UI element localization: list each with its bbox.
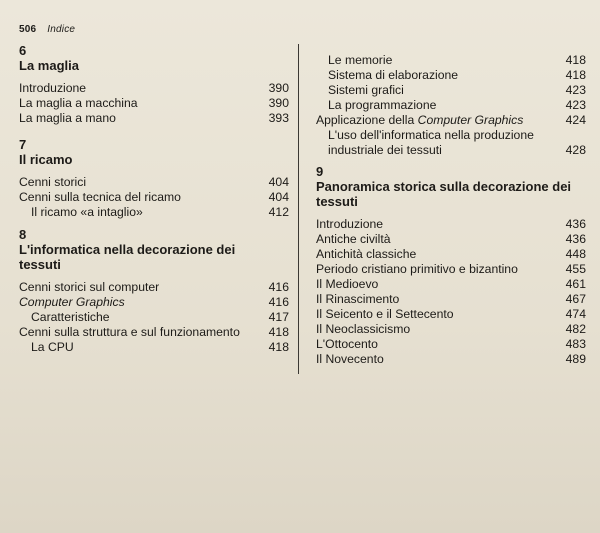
running-head: [19, 24, 75, 35]
chapter-title: Panoramica storica sulla decorazione dei tessuti: [316, 179, 572, 209]
chapter-number: 7: [19, 137, 27, 152]
entry-page: 416: [268, 295, 289, 309]
toc-subentry: [316, 68, 586, 83]
chapter-title: La maglia: [19, 58, 79, 73]
toc-entry: [316, 337, 586, 352]
entry-title: Introduzione: [316, 217, 384, 231]
entry-page: 424: [565, 113, 586, 127]
right-column: [316, 53, 586, 375]
entry-page: 467: [565, 292, 586, 306]
entry-title: La maglia a mano: [19, 111, 116, 125]
entry-title: Cenni storici sul computer: [19, 280, 160, 294]
chapter-number: 8: [19, 227, 27, 242]
entry-page: 489: [565, 352, 586, 366]
toc-subentry: [19, 340, 289, 355]
toc-entry: [316, 262, 586, 277]
chapter-8: [19, 228, 289, 355]
entry-page: 448: [565, 247, 586, 261]
entry-page: 455: [565, 262, 586, 276]
toc-entry: [19, 280, 289, 295]
entry-title: Il Medioevo: [316, 277, 379, 291]
chapter-title: L'informatica nella decorazione dei tessuti: [19, 242, 236, 272]
entry-title: Antiche civiltà: [316, 232, 391, 246]
toc-subentry: [316, 53, 586, 68]
chapter-title: Il ricamo: [19, 152, 73, 167]
running-head-label: Indice: [47, 24, 76, 35]
toc-subentry: [316, 98, 586, 113]
chapter-6: [19, 44, 289, 126]
chapter-number: 6: [19, 43, 27, 58]
toc-entry: [19, 295, 289, 310]
entry-page: 404: [268, 190, 289, 204]
chapter-7: [19, 138, 289, 220]
entry-title: Il Neoclassicismo: [316, 322, 411, 336]
toc-entry: [19, 96, 289, 111]
toc-entry: [316, 307, 586, 322]
entry-page: 416: [268, 280, 289, 294]
entry-title: Il Novecento: [316, 352, 384, 366]
toc-subentry: [19, 205, 289, 220]
toc-entry: [316, 277, 586, 292]
entry-page: 404: [268, 175, 289, 189]
toc-subentry: [316, 128, 586, 158]
entry-page: 482: [565, 322, 586, 336]
toc-entry: [19, 111, 289, 126]
toc-entry: [316, 113, 586, 128]
entry-page: 483: [565, 337, 586, 351]
entry-title-prefix: Applicazione della: [316, 113, 418, 127]
entry-page: 393: [268, 111, 289, 125]
entry-page: 418: [268, 325, 289, 339]
toc-entry: [316, 217, 586, 232]
entry-page: 423: [565, 98, 586, 112]
toc-entry: [316, 322, 586, 337]
entry-page: 428: [565, 143, 586, 157]
entry-title: Il Seicento e il Settecento: [316, 307, 454, 321]
toc-subentry: [316, 83, 586, 98]
entry-page: 390: [268, 96, 289, 110]
entry-title-italic: Computer Graphics: [417, 113, 524, 127]
entry-page: 412: [268, 205, 289, 219]
entry-page: 436: [565, 232, 586, 246]
entry-page: 418: [565, 68, 586, 82]
entry-title: Sistemi grafici: [328, 83, 404, 97]
entry-title: Sistema di elaborazione: [328, 68, 459, 82]
entry-title: Periodo cristiano primitivo e bizantino: [316, 262, 518, 276]
entry-page: 436: [565, 217, 586, 231]
toc-entry: [316, 292, 586, 307]
toc-entry: [316, 232, 586, 247]
entry-title: L'uso dell'informatica nella produzione industriale dei tessuti: [328, 128, 534, 157]
entry-page: 461: [565, 277, 586, 291]
page-number: 506: [19, 24, 37, 35]
chapter-9: [316, 165, 586, 367]
entry-page: 417: [268, 310, 289, 324]
entry-page: 418: [268, 340, 289, 354]
toc-entry: [19, 325, 289, 340]
entry-title: Il Rinascimento: [316, 292, 400, 306]
entry-title: Introduzione: [19, 81, 87, 95]
toc-entry: [316, 247, 586, 262]
chapter-number: 9: [316, 164, 324, 179]
left-column: [19, 44, 289, 363]
entry-title: Il ricamo «a intaglio»: [31, 205, 143, 219]
entry-title: L'Ottocento: [316, 337, 378, 351]
entry-title: Cenni storici: [19, 175, 87, 189]
entry-page: 390: [268, 81, 289, 95]
toc-entry: [19, 81, 289, 96]
entry-title: Caratteristiche: [31, 310, 110, 324]
entry-title: [316, 113, 523, 128]
entry-title: Computer Graphics: [19, 295, 125, 309]
entry-page: 423: [565, 83, 586, 97]
entry-title: Le memorie: [328, 53, 393, 67]
entry-page: 418: [565, 53, 586, 67]
toc-entry: [316, 352, 586, 367]
entry-title: Cenni sulla struttura e sul funzionamento: [19, 325, 240, 339]
toc-entry: [19, 190, 289, 205]
entry-title: La CPU: [31, 340, 74, 354]
column-divider: [298, 44, 299, 374]
entry-title: Cenni sulla tecnica del ricamo: [19, 190, 181, 204]
toc-entry: [19, 175, 289, 190]
entry-title: La programmazione: [328, 98, 437, 112]
toc-subentry: [19, 310, 289, 325]
entry-title: La maglia a macchina: [19, 96, 138, 110]
entry-page: 474: [565, 307, 586, 321]
entry-title: Antichità classiche: [316, 247, 417, 261]
